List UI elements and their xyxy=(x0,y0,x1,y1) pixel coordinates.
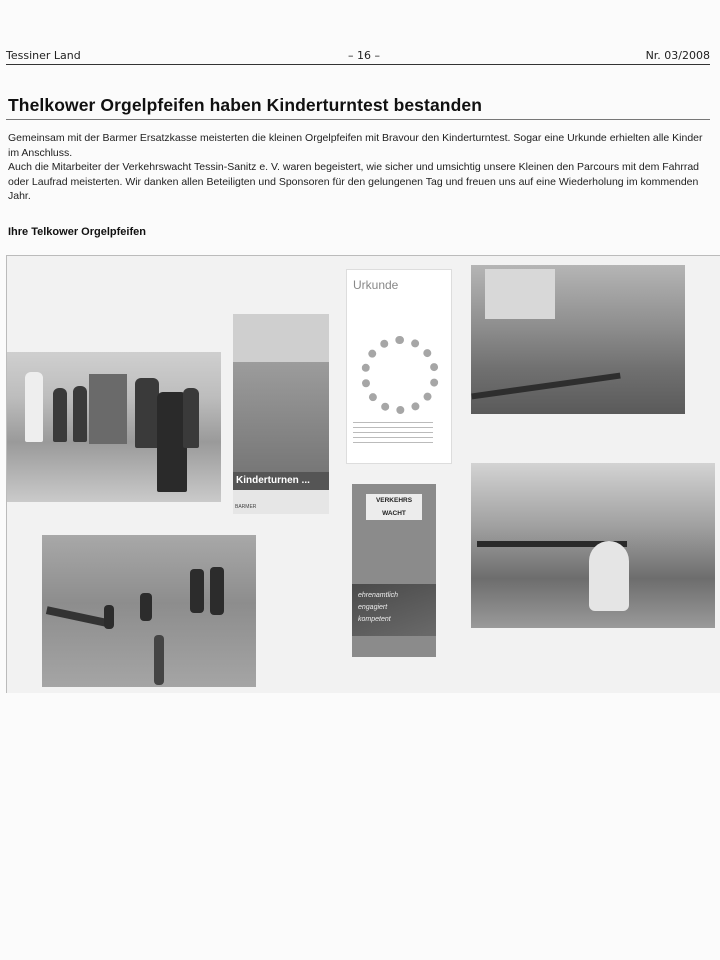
page-header xyxy=(6,48,710,65)
post-shape xyxy=(154,635,164,685)
title-rule xyxy=(6,119,710,120)
article-title: Thelkower Orgelpfeifen haben Kinderturntest bestanden xyxy=(8,95,482,115)
certificate-lines xyxy=(353,422,433,446)
article-body xyxy=(8,131,714,204)
poster-footer: BARMER xyxy=(235,504,257,510)
flyer-word: engagiert xyxy=(358,604,388,611)
certificate-title: Urkunde xyxy=(353,278,399,292)
header-page-number: – 16 – xyxy=(348,49,380,62)
adult-shape xyxy=(190,569,204,613)
flyer-word: kompetent xyxy=(358,616,391,623)
flyer-word: ehrenamtlich xyxy=(358,592,399,599)
poster-band: Kinderturnen ... xyxy=(233,472,329,490)
bike-course-photo xyxy=(42,535,256,687)
poster-top-image xyxy=(233,314,329,362)
balance-photo xyxy=(471,463,715,628)
bench-shape xyxy=(46,606,112,628)
kinderturnen-poster xyxy=(233,314,329,514)
verkehrswacht-flyer xyxy=(352,484,436,657)
flyer-logo: VERKEHRS WACHT xyxy=(366,494,422,520)
gym-photo xyxy=(7,352,221,502)
header-section: Tessiner Land xyxy=(6,49,81,62)
house-shape xyxy=(485,269,555,319)
adult-shape xyxy=(210,567,224,615)
header-issue: Nr. 03/2008 xyxy=(645,49,710,62)
mascot-figure xyxy=(589,541,629,611)
certificate-image xyxy=(346,269,452,464)
certificate-ring xyxy=(361,336,439,414)
poster-photo xyxy=(233,362,329,472)
article-signature: Ihre Telkower Orgelpfeifen xyxy=(8,226,146,238)
child-shape xyxy=(140,593,152,621)
balance-beam xyxy=(471,373,620,400)
door-shape xyxy=(89,374,127,444)
person-shape xyxy=(53,388,67,442)
person-shape xyxy=(73,386,87,442)
person-shape xyxy=(183,388,199,448)
child-shape xyxy=(104,605,114,629)
person-shape xyxy=(135,378,159,448)
article-paragraph-2: Auch die Mitarbeiter der Verkehrswacht Tessin-Sanitz e. V. waren begeistert, wie sicher und umsichtig unsere Kleinen den Parcours mit dem Fahrrad oder Laufrad meisterten. Wir danken allen Beteiligten und Sponsoren für den gelungenen Tag und freuen uns auf eine Wiederholung im kommenden Jahr. xyxy=(8,161,700,202)
playground-photo xyxy=(471,265,685,414)
article-paragraph-1: Gemeinsam mit der Barmer Ersatzkasse meisterten die kleinen Orgelpfeifen mit Bravour den Kinderturntest. Sogar eine Urkunde erhielten alle Kinder im Anschluss. xyxy=(8,132,703,159)
person-shape xyxy=(25,372,43,442)
